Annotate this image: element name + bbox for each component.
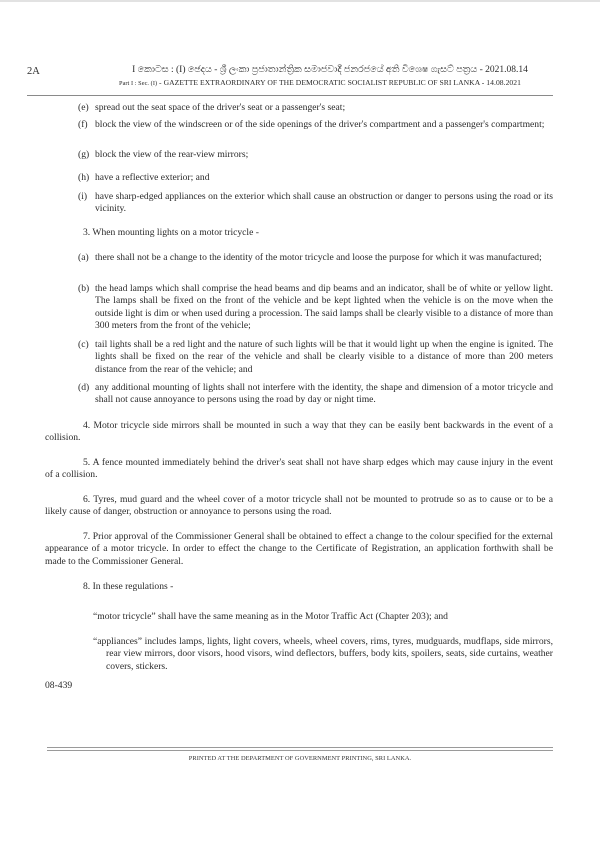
list-item <box>78 191 553 216</box>
footer-rule <box>47 747 553 748</box>
item-label: (i) <box>78 191 88 202</box>
printer-imprint: PRINTED AT THE DEPARTMENT OF GOVERNMENT PRINTING, SRI LANKA. <box>188 755 412 762</box>
document-code: 08-439 <box>45 680 73 691</box>
item-label: (b) <box>78 283 90 294</box>
item-text: tail lights shall be a red light and the nature of such lights will be that it would light up when the engine is ignited. The lights shall be fixed on the rear of the vehicle and shall be clearly visible to a distance of more than 200 meters distance from the rear of the vehicle; and <box>95 339 553 375</box>
header-rule <box>27 95 553 96</box>
item-label: (d) <box>78 382 90 393</box>
paragraph-5: 5. A fence mounted immediately behind the driver's seat shall not have sharp edges which may cause injury in the event of a collision. <box>45 457 553 481</box>
item-label: (a) <box>78 252 89 263</box>
paragraph-7: 7. Prior approval of the Commissioner General shall be obtained to effect a change to the colour specified for the external appearance of a motor tricycle. In order to effect the change to the Certificate of Registration, an application forthwith shall be made to the Commissioner General. <box>45 531 553 567</box>
list-item <box>78 252 553 264</box>
definition-motor-tricycle: “motor tricycle” shall have the same meaning as in the Motor Traffic Act (Chapter 203); and <box>93 611 448 622</box>
item-label: (h) <box>78 172 90 183</box>
item-text: there shall not be a change to the identity of the motor tricycle and loose the purpose for which it was manufactured; <box>95 252 542 263</box>
list-item <box>78 102 553 114</box>
item-label: (c) <box>78 339 89 350</box>
header-sinhala-title: I කොටස : (I) ඡෙදය - ශ්‍රී ලංකා ප්‍රජාතාන්ත්‍රික සමාජවාදී ජනරජයේ අති විශෙෂ ගැසට් පත්‍රය - 2021.08.14 <box>132 65 528 75</box>
paragraph-6: 6. Tyres, mud guard and the wheel cover of a motor tricycle shall not be mounted to protrude so as to cause or to be a likely cause of danger, obstruction or annoyance to persons using the road. <box>45 494 553 518</box>
item-label: (f) <box>78 119 88 130</box>
item-label: (e) <box>78 102 89 113</box>
paragraph-4: 4. Motor tricycle side mirrors shall be mounted in such a way that they can be easily bent backwards in the event of a collision. <box>45 420 553 444</box>
item-label: (g) <box>78 149 90 160</box>
item-text: block the view of the rear-view mirrors; <box>95 149 249 160</box>
header-part-label: Part I : Sec. (I) <box>119 80 158 87</box>
list-item <box>78 172 553 184</box>
item-text: have a reflective exterior; and <box>95 172 210 183</box>
top-edge-strip <box>0 0 600 2</box>
page-number: 2A <box>27 66 40 77</box>
item-text: have sharp-edged appliances on the exterior which shall cause an obstruction or danger to persons using the road or its vicinity. <box>95 191 553 215</box>
section-3-heading: 3. When mounting lights on a motor tricycle - <box>83 227 259 238</box>
list-item <box>78 149 553 161</box>
list-item <box>78 339 553 376</box>
item-text: the head lamps which shall comprise the head beams and dip beams and an indicator, shall be of white or yellow light. The lamps shall be fixed on the front of the vehicle and be kept lighted when the vehicle is on the move when the outside light is dim or when used during a procession. The said lamps shall be clearly visible to a distance of more than 300 meters from the front of the vehicle; <box>95 283 553 331</box>
item-text: any additional mounting of lights shall not interfere with the identity, the shape and dimension of a motor tricycle and shall not cause annoyance to persons using the road by day or night time. <box>95 382 553 406</box>
paragraph-8: 8. In these regulations - <box>83 581 174 592</box>
footer-rule <box>47 750 553 751</box>
list-item <box>78 119 553 131</box>
list-item <box>78 283 553 332</box>
item-text: spread out the seat space of the driver's seat or a passenger's seat; <box>95 102 346 113</box>
definition-appliances: “appliances” includes lamps, lights, light covers, wheels, wheel covers, rims, tyres, mudguards, mudflaps, side mirrors, rear view mirrors, door visors, hood visors, wind deflectors, buffers, body kits, spoilers, seats, side curtains, weather covers, stickers. <box>93 636 553 672</box>
item-text: block the view of the windscreen or of the side openings of the driver's compartment and a passenger's compartment; <box>95 119 545 130</box>
header-english-title <box>60 78 580 87</box>
header-english-text: - GAZETTE EXTRAORDINARY OF THE DEMOCRATIC SOCIALIST REPUBLIC OF SRI LANKA - 14.08.2021 <box>157 78 521 87</box>
list-item <box>78 382 553 407</box>
